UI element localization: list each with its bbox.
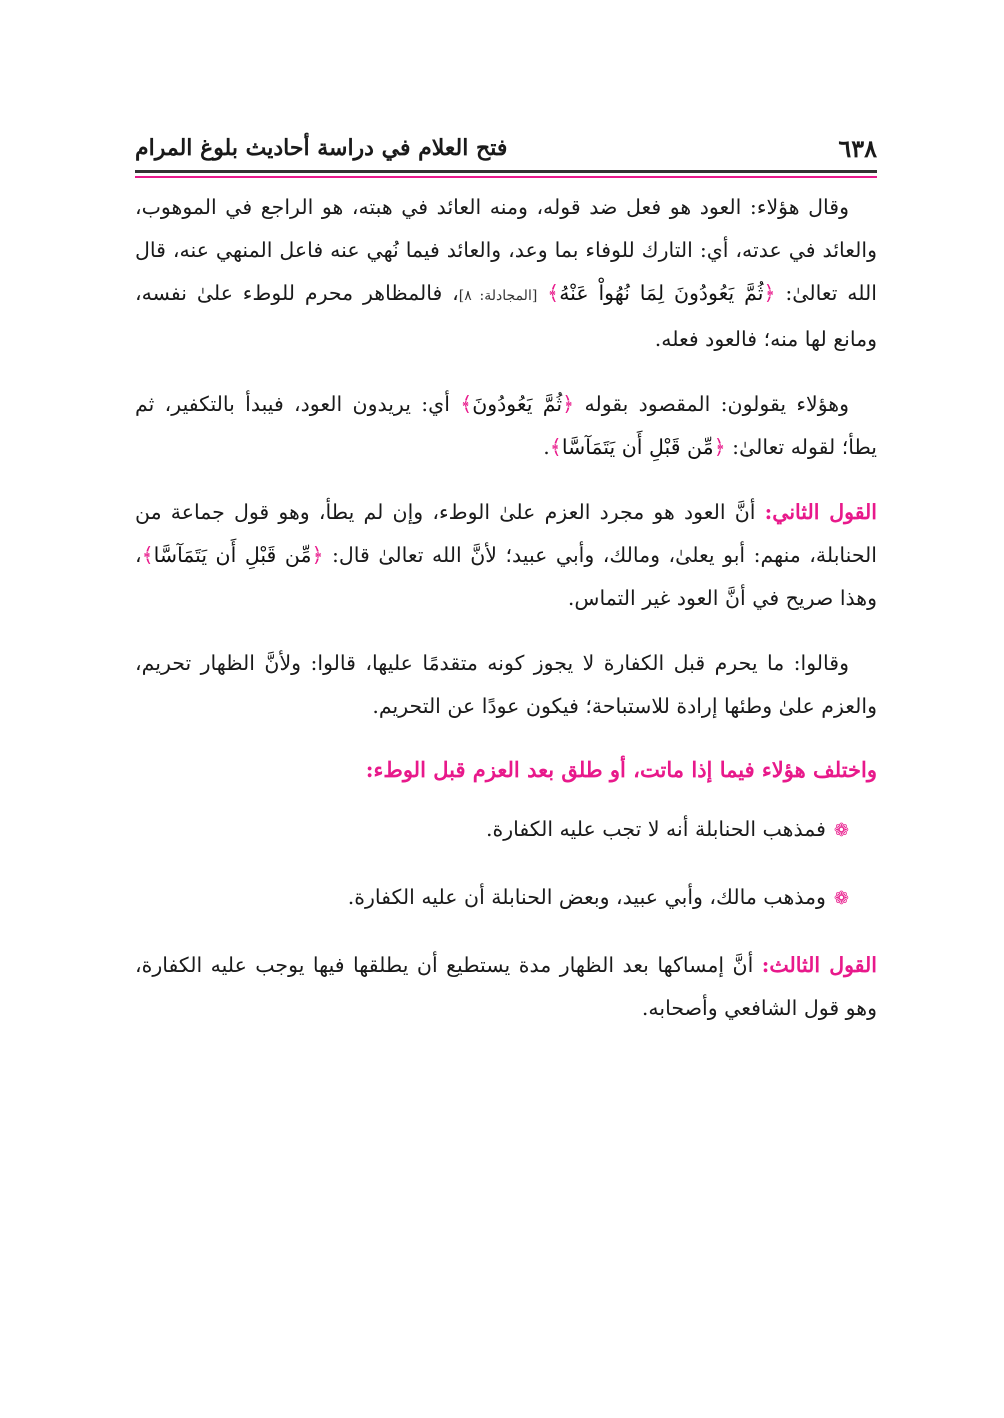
quran-verse: مِّن قَبْلِ أَن يَتَمَآسَّا — [153, 543, 312, 567]
paragraph-4-text: وقالوا: ما يحرم قبل الكفارة لا يجوز كونه متقدمًا عليها، قالوا: ولأنَّ الظهار تحريم، والعزم علىٰ وطئها إرادة للاستباحة؛ فيكون عودًا عن التحريم. — [135, 651, 877, 718]
page-header — [135, 128, 877, 168]
header-rule-dark — [135, 170, 877, 173]
ornate-bracket-icon: ﴿ — [713, 435, 726, 459]
ornate-bracket-icon: ﴾ — [547, 281, 560, 305]
paragraph-1-text-b: ، فالمظاهر محرم للوطء علىٰ نفسه، ومانع لها منه؛ فالعود فعله. — [135, 281, 877, 351]
flower-ornament-icon: ❁ — [833, 820, 849, 841]
ornate-bracket-icon: ﴿ — [763, 281, 776, 305]
list-item — [135, 808, 877, 852]
paragraph-1-text-a: وقال هؤلاء: العود هو فعل ضد قوله، ومنه العائد في هبته، هو الراجع في الموهوب، والعائد في عدته، أي: التارك للوفاء بما وعد، والعائد فيما نُهي عنه فاعل المنهي عنه، قال الله تعالىٰ: — [135, 195, 877, 305]
section-heading: واختلف هؤلاء فيما إذا ماتت، أو طلق بعد العزم قبل الوطء: — [365, 757, 877, 782]
paragraph-2-text-c: . — [543, 435, 550, 459]
page-body — [135, 186, 877, 1052]
paragraph-3-text-a: أنَّ العود هو مجرد العزم علىٰ الوطء، وإن لم يطأ، وهو قول جماعة من الحنابلة، منهم: أبو يعلىٰ، ومالك، وأبي عبيد؛ لأنَّ الله تعالىٰ قال: — [135, 500, 878, 567]
quran-verse: ثُمَّ يَعُودُونَ لِمَا نُهُواْ عَنْهُ — [559, 281, 764, 305]
verse-citation: [المجادلة: ٨] — [458, 288, 538, 304]
ornate-bracket-icon: ﴿ — [562, 392, 575, 416]
list-item-text: ومذهب مالك، وأبي عبيد، وبعض الحنابلة أن عليه الكفارة. — [347, 885, 826, 909]
paragraph-4 — [135, 642, 877, 728]
paragraph-3 — [135, 491, 877, 620]
list-item-text: فمذهب الحنابلة أنه لا تجب عليه الكفارة. — [485, 817, 826, 841]
book-title: فتح العلام في دراسة أحاديث بلوغ المرام — [135, 135, 508, 161]
ornate-bracket-icon: ﴾ — [460, 392, 473, 416]
ornate-bracket-icon: ﴿ — [311, 543, 324, 567]
paragraph-2-text-a: وهؤلاء يقولون: المقصود بقوله — [574, 392, 849, 416]
list-item — [135, 876, 877, 920]
paragraph-2 — [135, 383, 877, 469]
ornate-bracket-icon: ﴾ — [549, 435, 562, 459]
quran-verse: مِّن قَبْلِ أَن يَتَمَآسَّا — [561, 435, 714, 459]
header-rule-pink — [135, 176, 877, 178]
paragraph-5-text: أنَّ إمساكها بعد الظهار مدة يستطيع أن يطلقها فيها يوجب عليه الكفارة، وهو قول الشافعي وأصحابه. — [135, 953, 877, 1020]
quran-verse: ثُمَّ يَعُودُونَ — [472, 392, 563, 416]
paragraph-2-text-b: أي: يريدون العود، فيبدأ بالتكفير، ثم يطأ؛ لقوله تعالىٰ: — [135, 392, 877, 459]
page-number: ٦٣٨ — [838, 133, 877, 163]
flower-ornament-icon: ❁ — [833, 888, 849, 909]
section-label: القول الثالث: — [761, 953, 877, 977]
paragraph-3-text-b: ، وهذا صريح في أنَّ العود غير التماس. — [135, 543, 877, 610]
ornate-bracket-icon: ﴾ — [141, 543, 154, 567]
section-label: القول الثاني: — [764, 500, 878, 524]
paragraph-5 — [135, 944, 877, 1030]
paragraph-1 — [135, 186, 877, 361]
